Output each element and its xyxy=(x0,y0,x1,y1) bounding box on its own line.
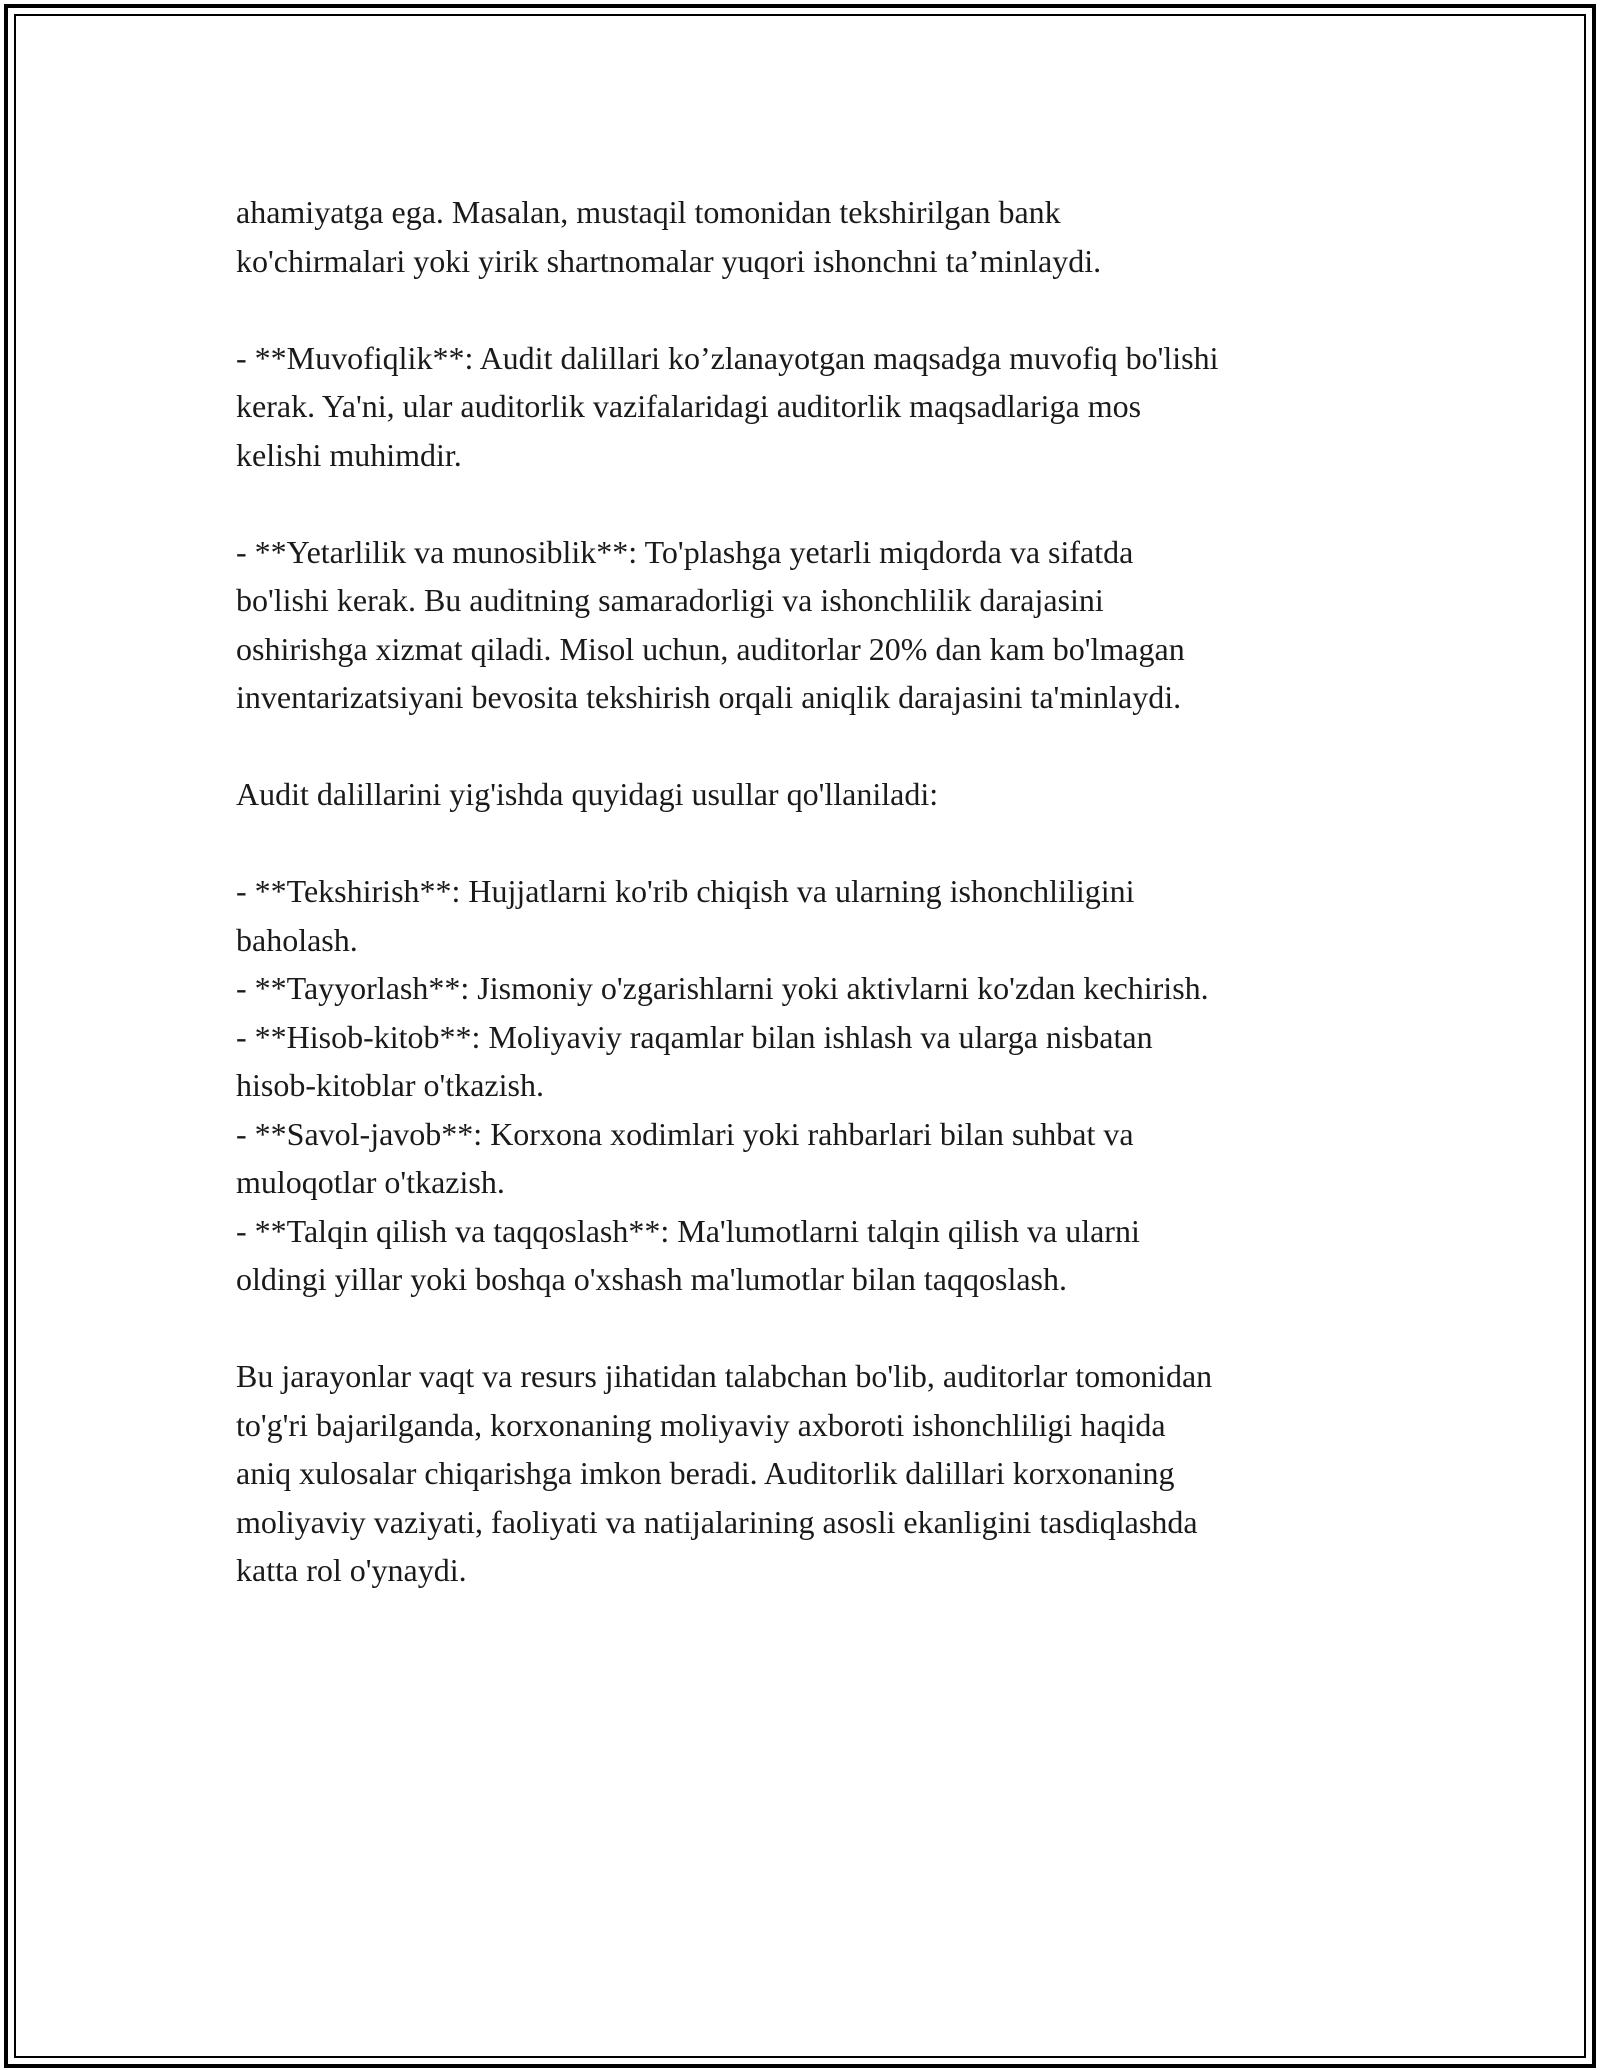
paragraph xyxy=(236,867,1376,1304)
text-line: - **Tayyorlash**: Jismoniy o'zgarishlarni yoki aktivlarni ko'zdan kechirish. xyxy=(236,970,1209,1006)
text-line: - **Muvofiqlik**: Audit dalillari ko’zlanayotgan maqsadga muvofiq bo'lishi xyxy=(236,339,1219,376)
text-line: - **Yetarlilik va munosiblik**: To'plashga yetarli miqdorda va sifatda xyxy=(236,533,1134,570)
text-line: - **Tekshirish**: Hujjatlarni ko'rib chiqish va ularning ishonchliligini xyxy=(236,873,1135,909)
paragraph-gap xyxy=(236,285,1376,334)
paragraph xyxy=(236,334,1376,480)
paragraph xyxy=(236,1352,1376,1595)
paragraph-gap xyxy=(236,1304,1376,1353)
paragraph-gap xyxy=(236,819,1376,868)
text-line: ko'chirmalari yoki yirik shartnomalar yuqori ishonchni ta’minlaydi. xyxy=(236,242,1102,279)
paragraph xyxy=(236,528,1376,722)
text-line: bo'lishi kerak. Bu auditning samaradorligi va ishonchlilik darajasini xyxy=(236,582,1104,618)
text-line: moliyaviy vaziyati, faoliyati va natijalarining asosli ekanligini tasdiqlashda xyxy=(236,1503,1198,1540)
text-line: katta rol o'ynaydi. xyxy=(236,1552,467,1588)
text-line: kelishi muhimdir. xyxy=(236,436,462,473)
text-line: muloqotlar o'tkazish. xyxy=(236,1164,505,1200)
text-line: kerak. Ya'ni, ular auditorlik vazifalaridagi auditorlik maqsadlariga mos xyxy=(236,388,1142,424)
text-line: baholash. xyxy=(236,921,358,958)
text-line: inventarizatsiyani bevosita tekshirish orqali aniqlik darajasini ta'minlaydi. xyxy=(236,679,1182,715)
paragraph-gap xyxy=(236,479,1376,528)
text-line: Bu jarayonlar vaqt va resurs jihatidan talabchan bo'lib, auditorlar tomonidan xyxy=(236,1358,1213,1394)
text-line: - **Talqin qilish va taqqoslash**: Ma'lumotlarni talqin qilish va ularni xyxy=(236,1212,1140,1249)
text-line: ahamiyatga ega. Masalan, mustaqil tomonidan tekshirilgan bank xyxy=(236,194,1061,230)
text-line: - **Hisob-kitob**: Moliyaviy raqamlar bilan ishlash va ularga nisbatan xyxy=(236,1018,1153,1055)
paragraph xyxy=(236,188,1376,285)
text-line: Audit dalillarini yig'ishda quyidagi usullar qo'llaniladi: xyxy=(236,776,939,812)
text-line: to'g'ri bajarilganda, korxonaning moliyaviy axboroti ishonchliligi haqida xyxy=(236,1406,1166,1443)
text-line: aniq xulosalar chiqarishga imkon beradi. Auditorlik dalillari korxonaning xyxy=(236,1455,1175,1491)
text-line: oldingi yillar yoki boshqa o'xshash ma'lumotlar bilan taqqoslash. xyxy=(236,1261,1067,1297)
paragraph-gap xyxy=(236,722,1376,771)
paragraph xyxy=(236,770,1376,819)
text-line: hisob-kitoblar o'tkazish. xyxy=(236,1067,544,1103)
text-line: oshirishga xizmat qiladi. Misol uchun, auditorlar 20% dan kam bo'lmagan xyxy=(236,630,1185,667)
text-line: - **Savol-javob**: Korxona xodimlari yoki rahbarlari bilan suhbat va xyxy=(236,1115,1134,1152)
document-body xyxy=(236,188,1376,1595)
